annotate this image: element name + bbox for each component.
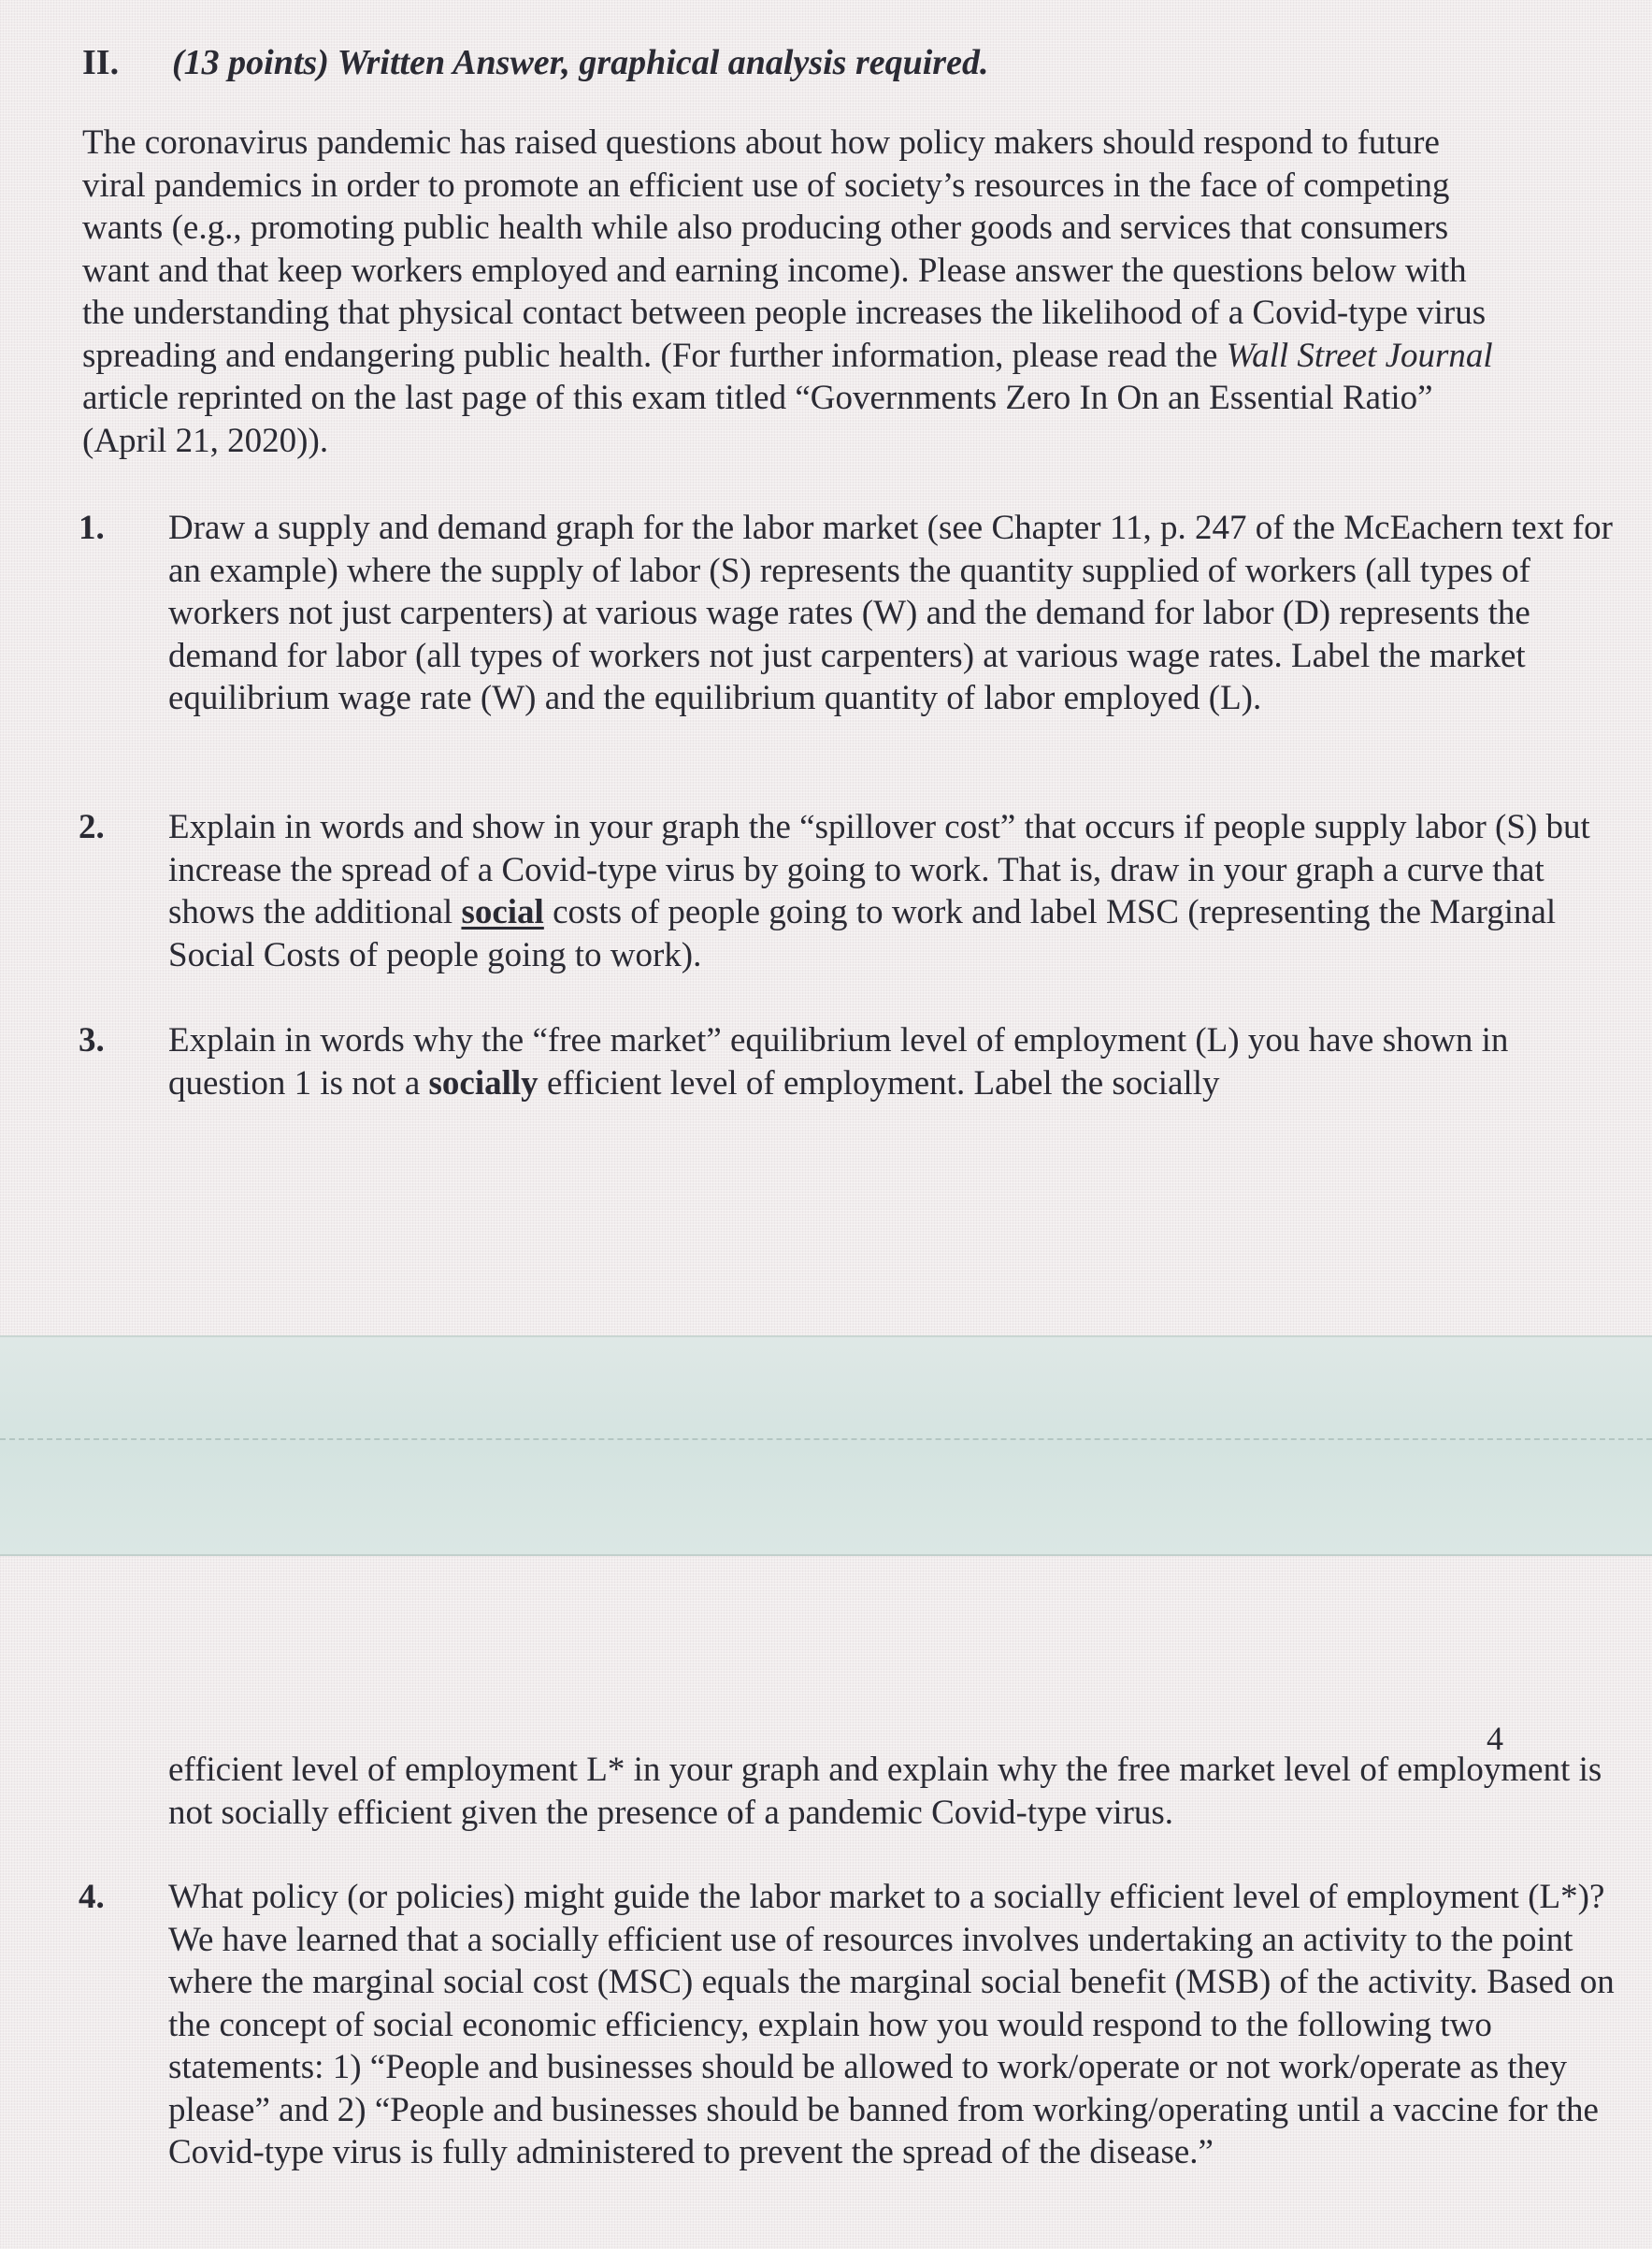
journal-name: Wall Street Journal [1226, 336, 1493, 375]
question-number: 2. [79, 808, 105, 846]
question-text: Draw a supply and demand graph for the labor market (see Chapter 11, p. 247 of the McEachern text for an example) where the supply of labor (S) represents the quantity supplied of workers (all types of workers not just carpenters) at various wage rates (W) and the demand for labor (D) represents the demand for labor (all types of workers not just carpenters) at various wage rates. Label the market equilibrium wage rate (W) and the equilibrium quantity of labor employed (L). [168, 509, 1613, 717]
intro-text-end: article reprinted on the last page of this exam titled “Governments Zero In On an Essential Ratio” (April 21, 2020)). [82, 379, 1433, 460]
emphasis-socially: socially [428, 1063, 539, 1103]
question-text-continued: efficient level of employment L* in your graph and explain why the free market level of employment is not socially efficient given the presence of a pandemic Covid-type virus. [168, 1751, 1602, 1832]
section-heading [82, 39, 988, 86]
emphasis-social: social [461, 893, 544, 931]
section-numeral: II. [82, 43, 120, 82]
page-number: 4 [1487, 1720, 1503, 1757]
question-text [168, 1019, 1627, 1104]
question-text-start: Explain in words and show in your graph the “spillover cost” that occurs if people supply labor (S) but increase the spread of a Covid-type virus by going to work. That is, draw in your graph a curve that shows the additional [168, 808, 1590, 931]
answer-space-band [0, 1335, 1652, 1556]
question-number: 3. [79, 1021, 105, 1060]
question-text: What policy (or policies) might guide the labor market to a socially efficient level of employment (L*)? We have learned that a socially efficient use of resources involves undertaking an activity to the point where the marginal social cost (MSC) equals the marginal social benefit (MSB) of the activity. Based on the concept of social economic efficiency, explain how you would respond to the following two statements: 1) “People and businesses should be allowed to work/operate or not work/operate as they please” and 2) “People and businesses should be banned from working/operating until a vaccine for the Covid-type virus is fully administered to prevent the spread of the disease.” [168, 1878, 1615, 2171]
question-number: 4. [79, 1878, 105, 1916]
question-text-start: Explain in words why the “free market” equilibrium level of employment (L) you have shown in question 1 is not a [168, 1021, 1509, 1103]
question-text [168, 806, 1627, 976]
intro-text-start: The coronavirus pandemic has raised questions about how policy makers should respond to future viral pandemics in order to promote an efficient use of society’s resources in the face of competing wants (e.g., promoting public health while also producing other goods and services that consumers want and that keep workers employed and earning income). Please answer the questions below with the understanding that physical contact between people increases the likelihood of a Covid-type virus spreading and endangering public health. (For further information, please read the [82, 123, 1487, 375]
section-title: (13 points) Written Answer, graphical analysis required. [172, 43, 989, 82]
question-number: 1. [79, 509, 105, 547]
intro-paragraph [82, 122, 1503, 462]
question-text-end: efficient level of employment. Label the socially [538, 1063, 1220, 1103]
question-text-end: costs of people going to work and label MSC (representing the Marginal Social Costs of people going to work). [168, 893, 1557, 974]
band-divider [0, 1438, 1652, 1440]
